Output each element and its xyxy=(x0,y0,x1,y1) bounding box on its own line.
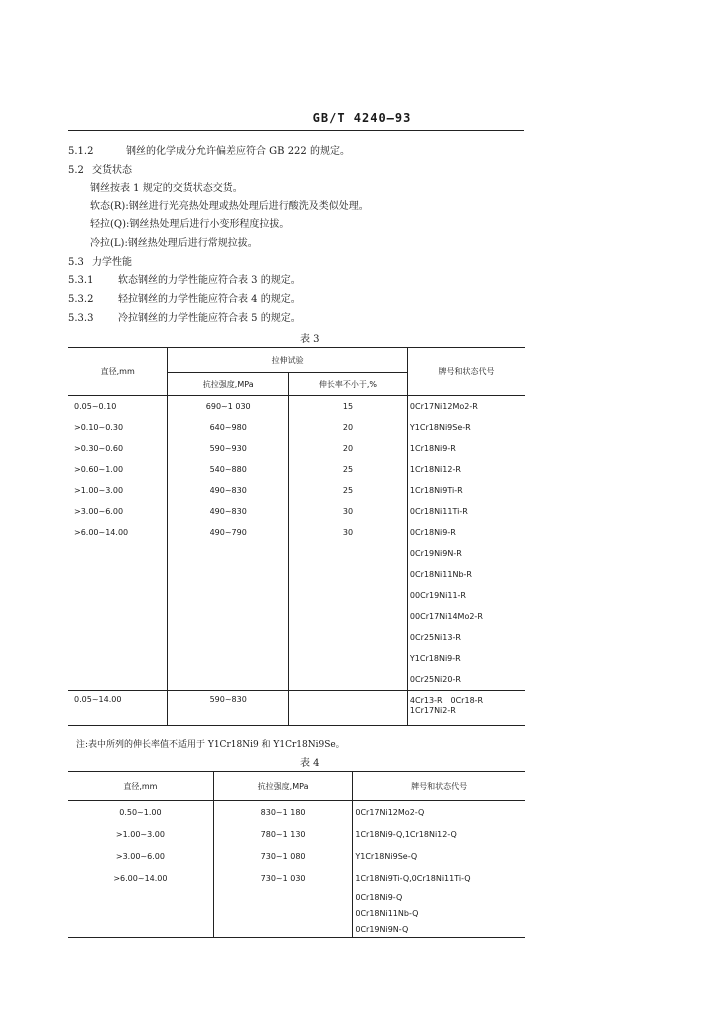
table-row: 0Cr19Ni9N-Q xyxy=(68,921,525,938)
clause-5-3-2: 5.3.2 轻拉钢丝的力学性能应符合表 4 的规定。 xyxy=(68,294,301,305)
table3-note: 注:表中所列的伸长率值不适用于 Y1Cr18Ni9 和 Y1Cr18Ni9Se。 xyxy=(76,740,345,750)
table-row: 0.05~14.00 590~830 4Cr13-R 0Cr18-R 1Cr17Ni2-R xyxy=(68,691,525,726)
clause-5-2: 5.2 交货状态 xyxy=(68,165,132,176)
table-row: 0Cr25Ni13-R xyxy=(68,627,525,648)
col-header-tensile-test: 拉伸试验 xyxy=(168,348,408,373)
table-row: 0Cr18Ni11Nb-R xyxy=(68,564,525,585)
clause-5-3-3: 5.3.3 冷拉钢丝的力学性能应符合表 5 的规定。 xyxy=(68,313,301,324)
table-4 xyxy=(68,771,525,938)
table-row: >0.60~1.00 540~880 25 1Cr18Ni12-R xyxy=(68,459,525,480)
table-row: 0.50~1.00 830~1 180 0Cr17Ni12Mo2-Q xyxy=(68,801,525,824)
col-header-diameter: 直径,mm xyxy=(68,772,213,801)
table-row: >0.30~0.60 590~930 20 1Cr18Ni9-R xyxy=(68,438,525,459)
col-header-grade: 牌号和状态代号 xyxy=(407,348,525,396)
table-row: >0.10~0.30 640~980 20 Y1Cr18Ni9Se-R xyxy=(68,417,525,438)
table-row: >3.00~6.00 490~830 30 0Cr18Ni11Ti-R xyxy=(68,501,525,522)
table-row: 0.05~0.10 690~1 030 15 0Cr17Ni12Mo2-R xyxy=(68,396,525,418)
standard-header: GB/T 4240—93 xyxy=(312,111,412,125)
table3-caption: 表 3 xyxy=(300,334,320,345)
clause-text: 软态(R):钢丝进行光亮热处理或热处理后进行酸洗及类似处理。 xyxy=(90,201,369,212)
grade-line: 1Cr17Ni2-R xyxy=(409,706,456,715)
table-row: >1.00~3.00 780~1 130 1Cr18Ni9-Q,1Cr18Ni12-Q xyxy=(68,823,525,845)
clause-5-3-1: 5.3.1 软态钢丝的力学性能应符合表 3 的规定。 xyxy=(68,275,301,286)
table-row: >6.00~14.00 490~790 30 0Cr18Ni9-R xyxy=(68,522,525,543)
table-row: 0Cr18Ni9-Q xyxy=(68,889,525,905)
clause-text: 轻拉(Q):钢丝热处理后进行小变形程度拉拔。 xyxy=(90,219,290,230)
table-row: 00Cr19Ni11-R xyxy=(68,585,525,606)
col-header-strength: 抗拉强度,MPa xyxy=(213,772,353,801)
col-header-diameter: 直径,mm xyxy=(68,348,168,396)
col-header-elongation: 伸长率不小于,% xyxy=(289,373,408,396)
grade-line: 4Cr13-R 0Cr18-R xyxy=(409,696,484,705)
table-row: Y1Cr18Ni9-R xyxy=(68,648,525,669)
clause-5-3: 5.3 力学性能 xyxy=(68,257,132,268)
col-header-strength: 抗拉强度,MPa xyxy=(168,373,289,396)
table-row: 00Cr17Ni14Mo2-R xyxy=(68,606,525,627)
table4-caption: 表 4 xyxy=(300,758,320,769)
clause-text: 冷拉(L):钢丝热处理后进行常规拉拔。 xyxy=(90,238,258,249)
table-3 xyxy=(68,347,525,726)
col-header-grade: 牌号和状态代号 xyxy=(353,772,525,801)
table-row: 0Cr19Ni9N-R xyxy=(68,543,525,564)
clause-text: 钢丝按表 1 规定的交货状态交货。 xyxy=(90,183,243,194)
table-row: >1.00~3.00 490~830 25 1Cr18Ni9Ti-R xyxy=(68,480,525,501)
table-row: >3.00~6.00 730~1 080 Y1Cr18Ni9Se-Q xyxy=(68,845,525,867)
table-row: >6.00~14.00 730~1 030 1Cr18Ni9Ti-Q,0Cr18Ni11Ti-Q xyxy=(68,867,525,889)
table-row: 0Cr25Ni20-R xyxy=(68,669,525,691)
table-row: 0Cr18Ni11Nb-Q xyxy=(68,905,525,921)
clause-5-1-2: 5.1.2 钢丝的化学成分允许偏差应符合 GB 222 的规定。 xyxy=(68,146,350,157)
header-rule xyxy=(68,130,524,131)
